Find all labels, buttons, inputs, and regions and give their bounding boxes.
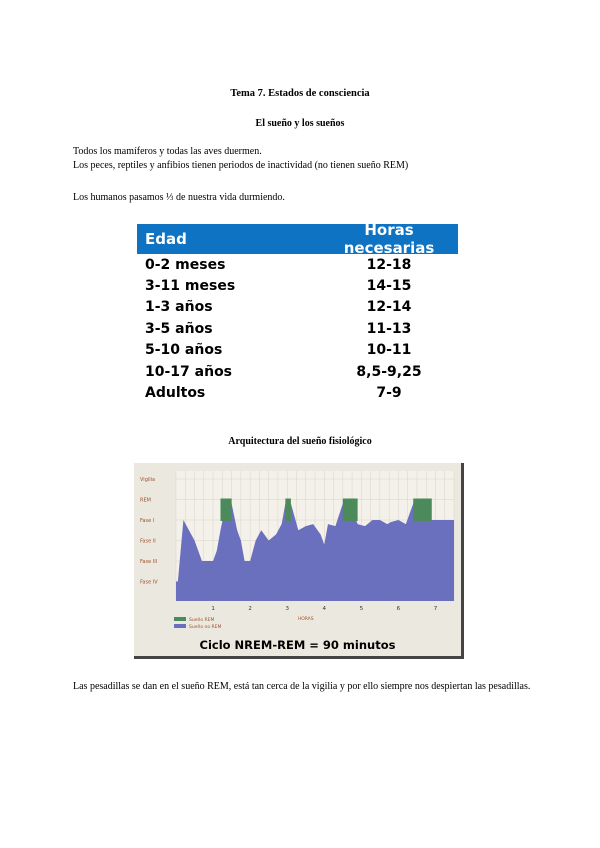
table-row <box>137 340 458 361</box>
y-level-label: Fase III <box>140 559 158 565</box>
rem-period <box>343 499 358 522</box>
paragraph-nightmares: Las pesadillas se dan en el sueño REM, está tan cerca de la vigilia y por ello siempre nos despiertan las pesadillas. <box>73 681 531 692</box>
legend-swatch-nrem <box>174 624 186 628</box>
hours-cell: 10-11 <box>366 342 412 359</box>
rem-period <box>413 499 432 522</box>
hours-cell: 11-13 <box>366 320 412 337</box>
x-axis-label: HORAS <box>297 617 314 622</box>
hours-cell: 8,5-9,25 <box>356 363 422 380</box>
age-cell: 1-3 años <box>145 299 213 316</box>
paragraph-line: Todos los mamíferos y todas las aves duermen. <box>73 146 262 157</box>
section-title: Arquitectura del sueño fisiológico <box>228 436 372 447</box>
table-row <box>137 275 458 296</box>
table-row <box>137 297 458 318</box>
age-cell: 0-2 meses <box>145 256 226 273</box>
legend-label-rem: Sueño REM <box>189 618 215 623</box>
hours-cell: 12-14 <box>366 299 412 316</box>
y-level-label: Fase II <box>140 538 156 545</box>
paragraph-line: Los peces, reptiles y anfibios tienen periodos de inactividad (no tienen sueño REM) <box>73 160 409 171</box>
legend-label-nrem: Sueño no REM <box>189 625 222 630</box>
y-level-label: Vigilia <box>140 477 156 483</box>
x-tick-label: 4 <box>322 606 327 612</box>
hypnogram-figure <box>134 463 464 659</box>
y-level-label: REM <box>140 497 151 504</box>
sleep-hours-table <box>137 221 458 402</box>
document-subtitle: El sueño y los sueños <box>255 118 345 129</box>
x-tick-label: 2 <box>248 606 252 612</box>
paragraph-mammals <box>73 145 533 173</box>
y-level-label: Fase IV <box>140 579 158 586</box>
x-tick-label: 7 <box>433 606 438 612</box>
age-cell: Adultos <box>145 385 206 402</box>
x-tick-label: 3 <box>285 606 289 612</box>
table-row <box>137 382 458 403</box>
age-cell: 3-5 años <box>145 320 213 337</box>
legend-swatch-rem <box>174 617 186 621</box>
age-cell: 10-17 años <box>145 363 233 380</box>
header-age: Edad <box>145 230 187 248</box>
x-tick-label: 5 <box>359 606 364 612</box>
document-title: Tema 7. Estados de consciencia <box>230 88 370 99</box>
x-tick-label: 1 <box>211 606 215 612</box>
x-tick-label: 6 <box>396 606 401 612</box>
age-cell: 3-11 meses <box>145 278 236 295</box>
table-row <box>137 318 458 339</box>
hours-cell: 12-18 <box>366 256 412 273</box>
paragraph-humans: Los humanos pasamos ⅓ de nuestra vida durmiendo. <box>73 192 285 203</box>
table-row <box>137 254 458 275</box>
header-hours: Horas necesarias <box>343 221 435 257</box>
age-cell: 5-10 años <box>145 342 223 359</box>
table-header <box>137 221 458 257</box>
y-level-label: Fase I <box>140 518 155 524</box>
table-row <box>137 361 458 382</box>
hypnogram-chart <box>134 463 461 656</box>
hours-cell: 7-9 <box>376 385 402 402</box>
hours-cell: 14-15 <box>366 278 412 295</box>
rem-period <box>285 499 291 522</box>
rem-period <box>220 499 231 522</box>
chart-caption: Ciclo NREM-REM = 90 minutos <box>199 638 396 652</box>
